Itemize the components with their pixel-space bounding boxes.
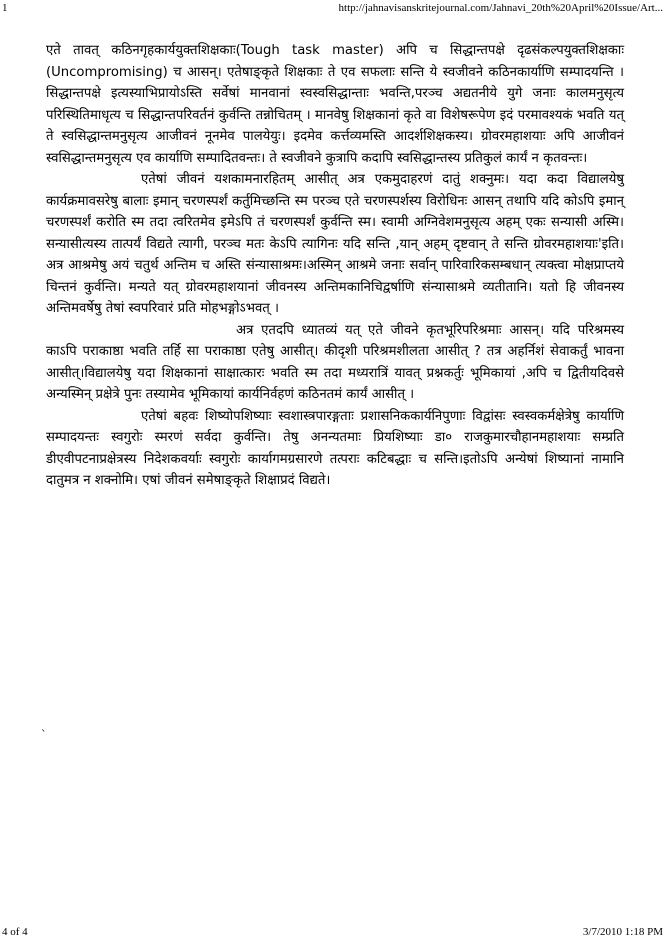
print-datetime: 3/7/2010 1:18 PM [582, 926, 663, 938]
paragraph: एतेषां जीवनं यशकामनारहितम् आसीत् अत्र एकमुदाहरणं दातुं शक्नुमः। यदा कदा विद्यालयेषु कार्यक्रमावसरेषु बालाः इमान् चरणस्पर्शं कर्तुमिच्छन्ति स्म परञ्च एते चरणस्पर्शस्य विरोधिनः आसन् तथापि यदि कोऽपि इमान् चरणस्पर्शं करोति स्म तदा त्वरितमेव इमेऽपि तं चरणस्पर्शं कुर्वन्ति स्म। स्वामी अग्निवेशमनुसृत्य अहम् एकः सन्यासी अस्मि। सन्यासीत्यस्य तात्पर्यं विद्यते त्यागी, परञ्च मतः केऽपि त्यागिनः यदि सन्ति ,यान् अहम् दृष्टवान् ते सन्ति ग्रोवरमहाशयाः'इति।अत्र आश्रमेषु अयं चतुर्थ अन्तिम च अस्ति संन्यासाश्रमः।अस्मिन् आश्रमे जनाः सर्वान् पारिवारिकसम्बधान् त्यक्त्वा मोक्षप्राप्तये चिन्तनं कुर्वन्ति। मन्यते यत् ग्रोवरमहाशयानां जीवनस्य अन्तिमकानिचिद्वर्षाणि संन्यासाश्रमे व्यतीतानि। यतो हि जीवनस्य अन्तिमवर्षेषु तेषां स्वपरिवारं प्रति मोहभङ्गोऽभवत् । [46, 172, 624, 316]
page-url[interactable]: http://jahnavisanskritejournal.com/Jahnavi_20th%20April%20Issue/Art... [338, 2, 663, 14]
paragraph: एते तावत् कठिनगृहकार्ययुक्तशिक्षकाः(Tough task master) अपि च सिद्धान्तपक्षे दृढसंकल्पयुक्तशिक्षकाः (Uncompromising) च आसन्। एतेषाङ्कृते शिक्षकाः ते एव सफलाः सन्ति ये स्वजीवने कठिनकार्याणि सम्पादयन्ति । सिद्धान्तपक्षे इत्यस्याभिप्रायोऽस्ति सर्वेषां मानवानां स्वस्वसिद्धान्ताः भवन्ति,परञ्च अद्यतनीये युगे जनाः कालमनुसृत्य परिस्थितिमाधृत्य च सिद्धान्तपरिवर्तनं कुर्वन्ति तन्नोचितम् । मानवेषु शिक्षकानां कृते वा विशेषरूपेण इदं परमावश्यकं भवति यत् ते स्वसिद्धान्तमनुसृत्य आजीवनं नूनमेव पालयेयुः। इदमेव कर्त्तव्यमस्ति आदर्शशिक्षकस्य। ग्रोवरमहाशयाः अपि आजीवनं स्वसिद्धान्तमनुसृत्य एव कार्याणि सम्पादितवन्तः। ते स्वजीवने कुत्रापि कदापि स्वसिद्धान्तस्य प्रतिकुलं कार्यं न कृतवन्तः। [46, 43, 624, 166]
paragraph: एतेषां बहवः शिष्योपशिष्याः स्वशास्त्रपारङ्गताः प्रशासनिककार्यनिपुणाः विद्वांसः स्वस्वकर्मक्षेत्रेषु कार्याणि सम्पादयन्तः स्वगुरोः स्मरणं सर्वदा कुर्वन्ति। तेषु अनन्यतमाः प्रियशिष्याः डा० राजकुमारचौहानमहाशयाः सम्प्रति डीएवीपटनाप्रक्षेत्रस्य निदेशकवर्याः स्वगुरोः कार्यागमग्रसारणे तत्पराः कटिबद्धाः च सन्ति।इतोऽपि अन्येषां शिष्यानां नामानि दातुमत्र न शक्नोमि। एषां जीवनं समेषाङ्कृते शिक्षाप्रदं विद्यते। [46, 408, 624, 488]
stray-mark: ` [41, 728, 47, 741]
paragraph: अत्र एतदपि ध्यातव्यं यत् एते जीवने कृतभूरिपरिश्रमाः आसन्। यदि परिश्रमस्य काऽपि पराकाष्ठा भवति तर्हि सा पराकाष्ठा एतेषु आसीत्। कीदृशी परिश्रमशीलता आसीत् ? तत्र अहर्निशं सेवाकर्तुं भावना आसीत्।विद्यालयेषु यदा शिक्षकानां साक्षात्कारः भवति स्म तदा मध्यरात्रिं यावत् प्रश्नकर्तुः भूमिकायां ,अपि च द्वितीयदिवसे अन्यस्मिन् प्रक्षेत्रे पुनः तस्यामेव भूमिकायां कार्यनिर्वहणं कठिनतमं कार्यं आसीत् । [46, 322, 624, 402]
page-number: 1 [2, 2, 8, 14]
page-count: 4 of 4 [2, 926, 28, 938]
article-body [46, 40, 624, 492]
